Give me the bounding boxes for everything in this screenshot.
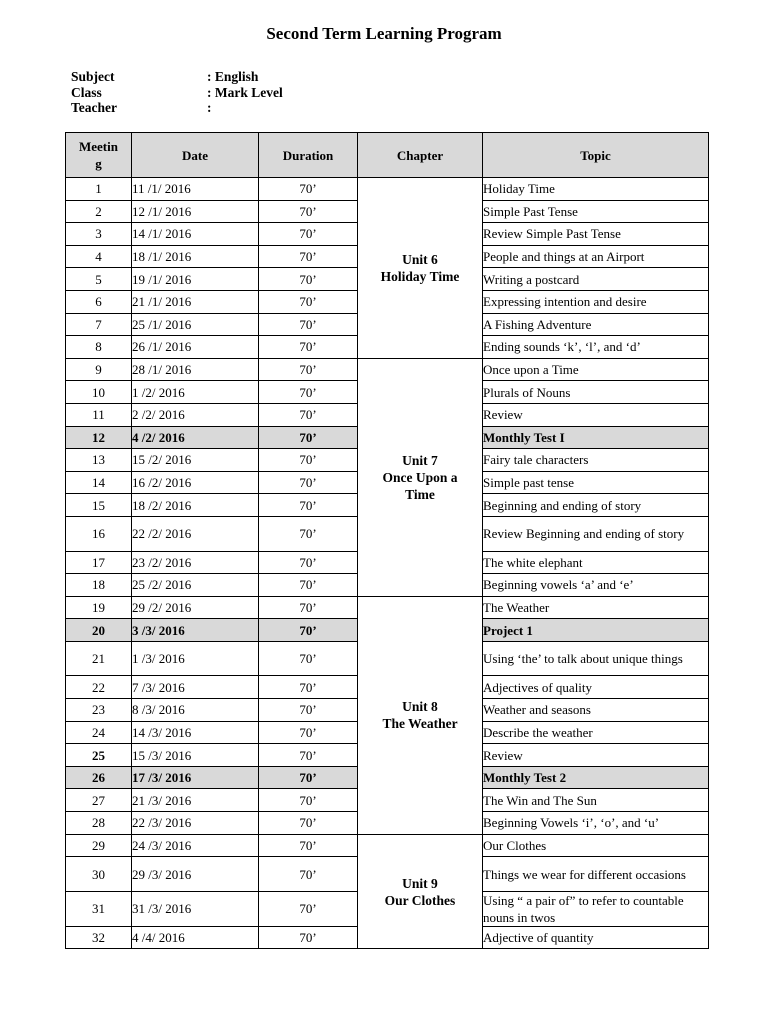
chapter-cell: [358, 596, 483, 834]
meeting-topic: Beginning vowels ‘a’ and ‘e’: [483, 574, 709, 597]
meta-block: [71, 69, 283, 116]
meta-value: : Mark Level: [207, 84, 283, 100]
header-meeting-line2: g: [95, 156, 102, 171]
meeting-topic: Simple Past Tense: [483, 200, 709, 223]
meeting-date: 2 /2/ 2016: [132, 403, 259, 426]
meta-value: : English: [207, 69, 259, 84]
meeting-date: 14 /3/ 2016: [132, 721, 259, 744]
meeting-date: 22 /3/ 2016: [132, 812, 259, 835]
meeting-number: 25: [66, 744, 132, 767]
meeting-duration: 70’: [259, 857, 358, 892]
meeting-topic: Monthly Test I: [483, 426, 709, 449]
meeting-number: 28: [66, 812, 132, 835]
meeting-number: 22: [66, 676, 132, 699]
header-date: Date: [132, 133, 259, 178]
meeting-topic: Using ‘the’ to talk about unique things: [483, 641, 709, 676]
table-body: [66, 178, 709, 949]
table-row: [66, 596, 709, 619]
meeting-number: 7: [66, 313, 132, 336]
meta-label: Subject: [71, 69, 115, 84]
meeting-date: 21 /1/ 2016: [132, 290, 259, 313]
meeting-topic: Adjectives of quality: [483, 676, 709, 699]
header-duration: Duration: [259, 133, 358, 178]
meeting-duration: 70’: [259, 516, 358, 551]
meeting-number: 10: [66, 381, 132, 404]
meeting-number: 32: [66, 926, 132, 949]
meeting-date: 18 /2/ 2016: [132, 494, 259, 517]
meeting-duration: 70’: [259, 245, 358, 268]
chapter-name: Once Upon a: [382, 469, 458, 485]
meeting-topic: Adjective of quantity: [483, 926, 709, 949]
meeting-duration: 70’: [259, 721, 358, 744]
meeting-topic: A Fishing Adventure: [483, 313, 709, 336]
chapter-unit: Unit 7: [402, 452, 438, 468]
meeting-number: 13: [66, 449, 132, 472]
meeting-duration: 70’: [259, 812, 358, 835]
header-meeting: [66, 133, 132, 178]
meeting-topic: Beginning and ending of story: [483, 494, 709, 517]
meeting-topic: Things we wear for different occasions: [483, 857, 709, 892]
meeting-duration: 70’: [259, 574, 358, 597]
meeting-duration: 70’: [259, 789, 358, 812]
meeting-date: 1 /3/ 2016: [132, 641, 259, 676]
meeting-topic: Review Simple Past Tense: [483, 223, 709, 246]
meeting-topic: Expressing intention and desire: [483, 290, 709, 313]
meeting-topic: Fairy tale characters: [483, 449, 709, 472]
meeting-topic: Using “ a pair of” to refer to countable nouns in twos: [483, 891, 709, 926]
table-header-row: [66, 133, 709, 178]
meeting-date: 4 /2/ 2016: [132, 426, 259, 449]
meeting-number: 14: [66, 471, 132, 494]
chapter-unit: Unit 9: [402, 875, 438, 891]
meeting-date: 31 /3/ 2016: [132, 891, 259, 926]
meeting-date: 16 /2/ 2016: [132, 471, 259, 494]
meeting-topic: Once upon a Time: [483, 358, 709, 381]
meeting-topic: Describe the weather: [483, 721, 709, 744]
chapter-cell: [358, 178, 483, 359]
meeting-date: 24 /3/ 2016: [132, 834, 259, 857]
meeting-number: 3: [66, 223, 132, 246]
meeting-duration: 70’: [259, 926, 358, 949]
meeting-number: 20: [66, 619, 132, 642]
meeting-duration: 70’: [259, 641, 358, 676]
meeting-number: 1: [66, 178, 132, 201]
meeting-number: 17: [66, 551, 132, 574]
meeting-number: 21: [66, 641, 132, 676]
meeting-number: 11: [66, 403, 132, 426]
chapter-unit: Unit 8: [402, 699, 438, 715]
meeting-topic: Plurals of Nouns: [483, 381, 709, 404]
chapter-cell: [358, 358, 483, 596]
meeting-duration: 70’: [259, 449, 358, 472]
meeting-number: 26: [66, 766, 132, 789]
meeting-duration: 70’: [259, 381, 358, 404]
meeting-duration: 70’: [259, 268, 358, 291]
meeting-duration: 70’: [259, 200, 358, 223]
meta-subject: [71, 69, 283, 85]
meeting-number: 6: [66, 290, 132, 313]
meeting-date: 11 /1/ 2016: [132, 178, 259, 201]
meeting-duration: 70’: [259, 471, 358, 494]
meeting-duration: 70’: [259, 313, 358, 336]
meeting-number: 29: [66, 834, 132, 857]
meeting-number: 5: [66, 268, 132, 291]
meeting-number: 9: [66, 358, 132, 381]
meeting-topic: Review Beginning and ending of story: [483, 516, 709, 551]
meeting-duration: 70’: [259, 619, 358, 642]
meeting-date: 18 /1/ 2016: [132, 245, 259, 268]
meeting-topic: Monthly Test 2: [483, 766, 709, 789]
chapter-unit: Unit 6: [402, 251, 438, 267]
table-row: [66, 358, 709, 381]
meeting-date: 1 /2/ 2016: [132, 381, 259, 404]
meta-value: :: [207, 100, 212, 115]
meeting-date: 4 /4/ 2016: [132, 926, 259, 949]
meeting-duration: 70’: [259, 551, 358, 574]
meeting-number: 12: [66, 426, 132, 449]
meeting-number: 24: [66, 721, 132, 744]
meeting-date: 21 /3/ 2016: [132, 789, 259, 812]
page-title: Second Term Learning Program: [266, 24, 502, 43]
meeting-topic: Project 1: [483, 619, 709, 642]
meeting-number: 2: [66, 200, 132, 223]
meeting-duration: 70’: [259, 699, 358, 722]
meeting-number: 23: [66, 699, 132, 722]
chapter-name: Holiday Time: [380, 268, 460, 284]
meeting-duration: 70’: [259, 336, 358, 359]
meeting-topic: Weather and seasons: [483, 699, 709, 722]
meta-teacher: [71, 100, 283, 116]
meeting-topic: Review: [483, 403, 709, 426]
meeting-number: 19: [66, 596, 132, 619]
meeting-date: 15 /2/ 2016: [132, 449, 259, 472]
meeting-date: 23 /2/ 2016: [132, 551, 259, 574]
meeting-topic: The white elephant: [483, 551, 709, 574]
meeting-topic: Simple past tense: [483, 471, 709, 494]
meeting-topic: Beginning Vowels ‘i’, ‘o’, and ‘u’: [483, 812, 709, 835]
meeting-duration: 70’: [259, 676, 358, 699]
chapter-name: Time: [405, 486, 435, 502]
meeting-topic: Ending sounds ‘k’, ‘l’, and ‘d’: [483, 336, 709, 359]
meeting-topic: The Win and The Sun: [483, 789, 709, 812]
meeting-date: 12 /1/ 2016: [132, 200, 259, 223]
meeting-number: 4: [66, 245, 132, 268]
meeting-date: 28 /1/ 2016: [132, 358, 259, 381]
meeting-duration: 70’: [259, 494, 358, 517]
meeting-date: 8 /3/ 2016: [132, 699, 259, 722]
meeting-topic: Our Clothes: [483, 834, 709, 857]
meeting-date: 25 /2/ 2016: [132, 574, 259, 597]
meeting-duration: 70’: [259, 744, 358, 767]
meeting-topic: Holiday Time: [483, 178, 709, 201]
meeting-date: 22 /2/ 2016: [132, 516, 259, 551]
meeting-duration: 70’: [259, 223, 358, 246]
header-meeting-line1: Meetin: [79, 139, 118, 154]
meeting-date: 7 /3/ 2016: [132, 676, 259, 699]
meeting-duration: 70’: [259, 290, 358, 313]
meeting-number: 16: [66, 516, 132, 551]
meeting-date: 29 /3/ 2016: [132, 857, 259, 892]
meeting-number: 31: [66, 891, 132, 926]
meta-label: Teacher: [71, 100, 117, 115]
meeting-number: 27: [66, 789, 132, 812]
meeting-date: 14 /1/ 2016: [132, 223, 259, 246]
meeting-date: 29 /2/ 2016: [132, 596, 259, 619]
meeting-number: 18: [66, 574, 132, 597]
meeting-duration: 70’: [259, 426, 358, 449]
meeting-date: 25 /1/ 2016: [132, 313, 259, 336]
meeting-topic: The Weather: [483, 596, 709, 619]
meeting-duration: 70’: [259, 891, 358, 926]
meeting-date: 15 /3/ 2016: [132, 744, 259, 767]
chapter-cell: [358, 834, 483, 949]
meeting-duration: 70’: [259, 596, 358, 619]
table-row: [66, 178, 709, 201]
program-table: [65, 132, 709, 949]
meeting-duration: 70’: [259, 178, 358, 201]
meeting-topic: Writing a postcard: [483, 268, 709, 291]
meeting-number: 15: [66, 494, 132, 517]
meeting-duration: 70’: [259, 834, 358, 857]
table-row: [66, 834, 709, 857]
meeting-date: 3 /3/ 2016: [132, 619, 259, 642]
meeting-date: 26 /1/ 2016: [132, 336, 259, 359]
header-topic: Topic: [483, 133, 709, 178]
meeting-number: 30: [66, 857, 132, 892]
meeting-date: 17 /3/ 2016: [132, 766, 259, 789]
meeting-duration: 70’: [259, 766, 358, 789]
header-chapter: Chapter: [358, 133, 483, 178]
meeting-duration: 70’: [259, 358, 358, 381]
meta-label: Class: [71, 84, 102, 100]
meeting-topic: Review: [483, 744, 709, 767]
meeting-number: 8: [66, 336, 132, 359]
meta-class: [71, 85, 283, 101]
meeting-duration: 70’: [259, 403, 358, 426]
meeting-date: 19 /1/ 2016: [132, 268, 259, 291]
chapter-name: The Weather: [382, 716, 458, 732]
chapter-name: Our Clothes: [384, 892, 456, 908]
meeting-topic: People and things at an Airport: [483, 245, 709, 268]
